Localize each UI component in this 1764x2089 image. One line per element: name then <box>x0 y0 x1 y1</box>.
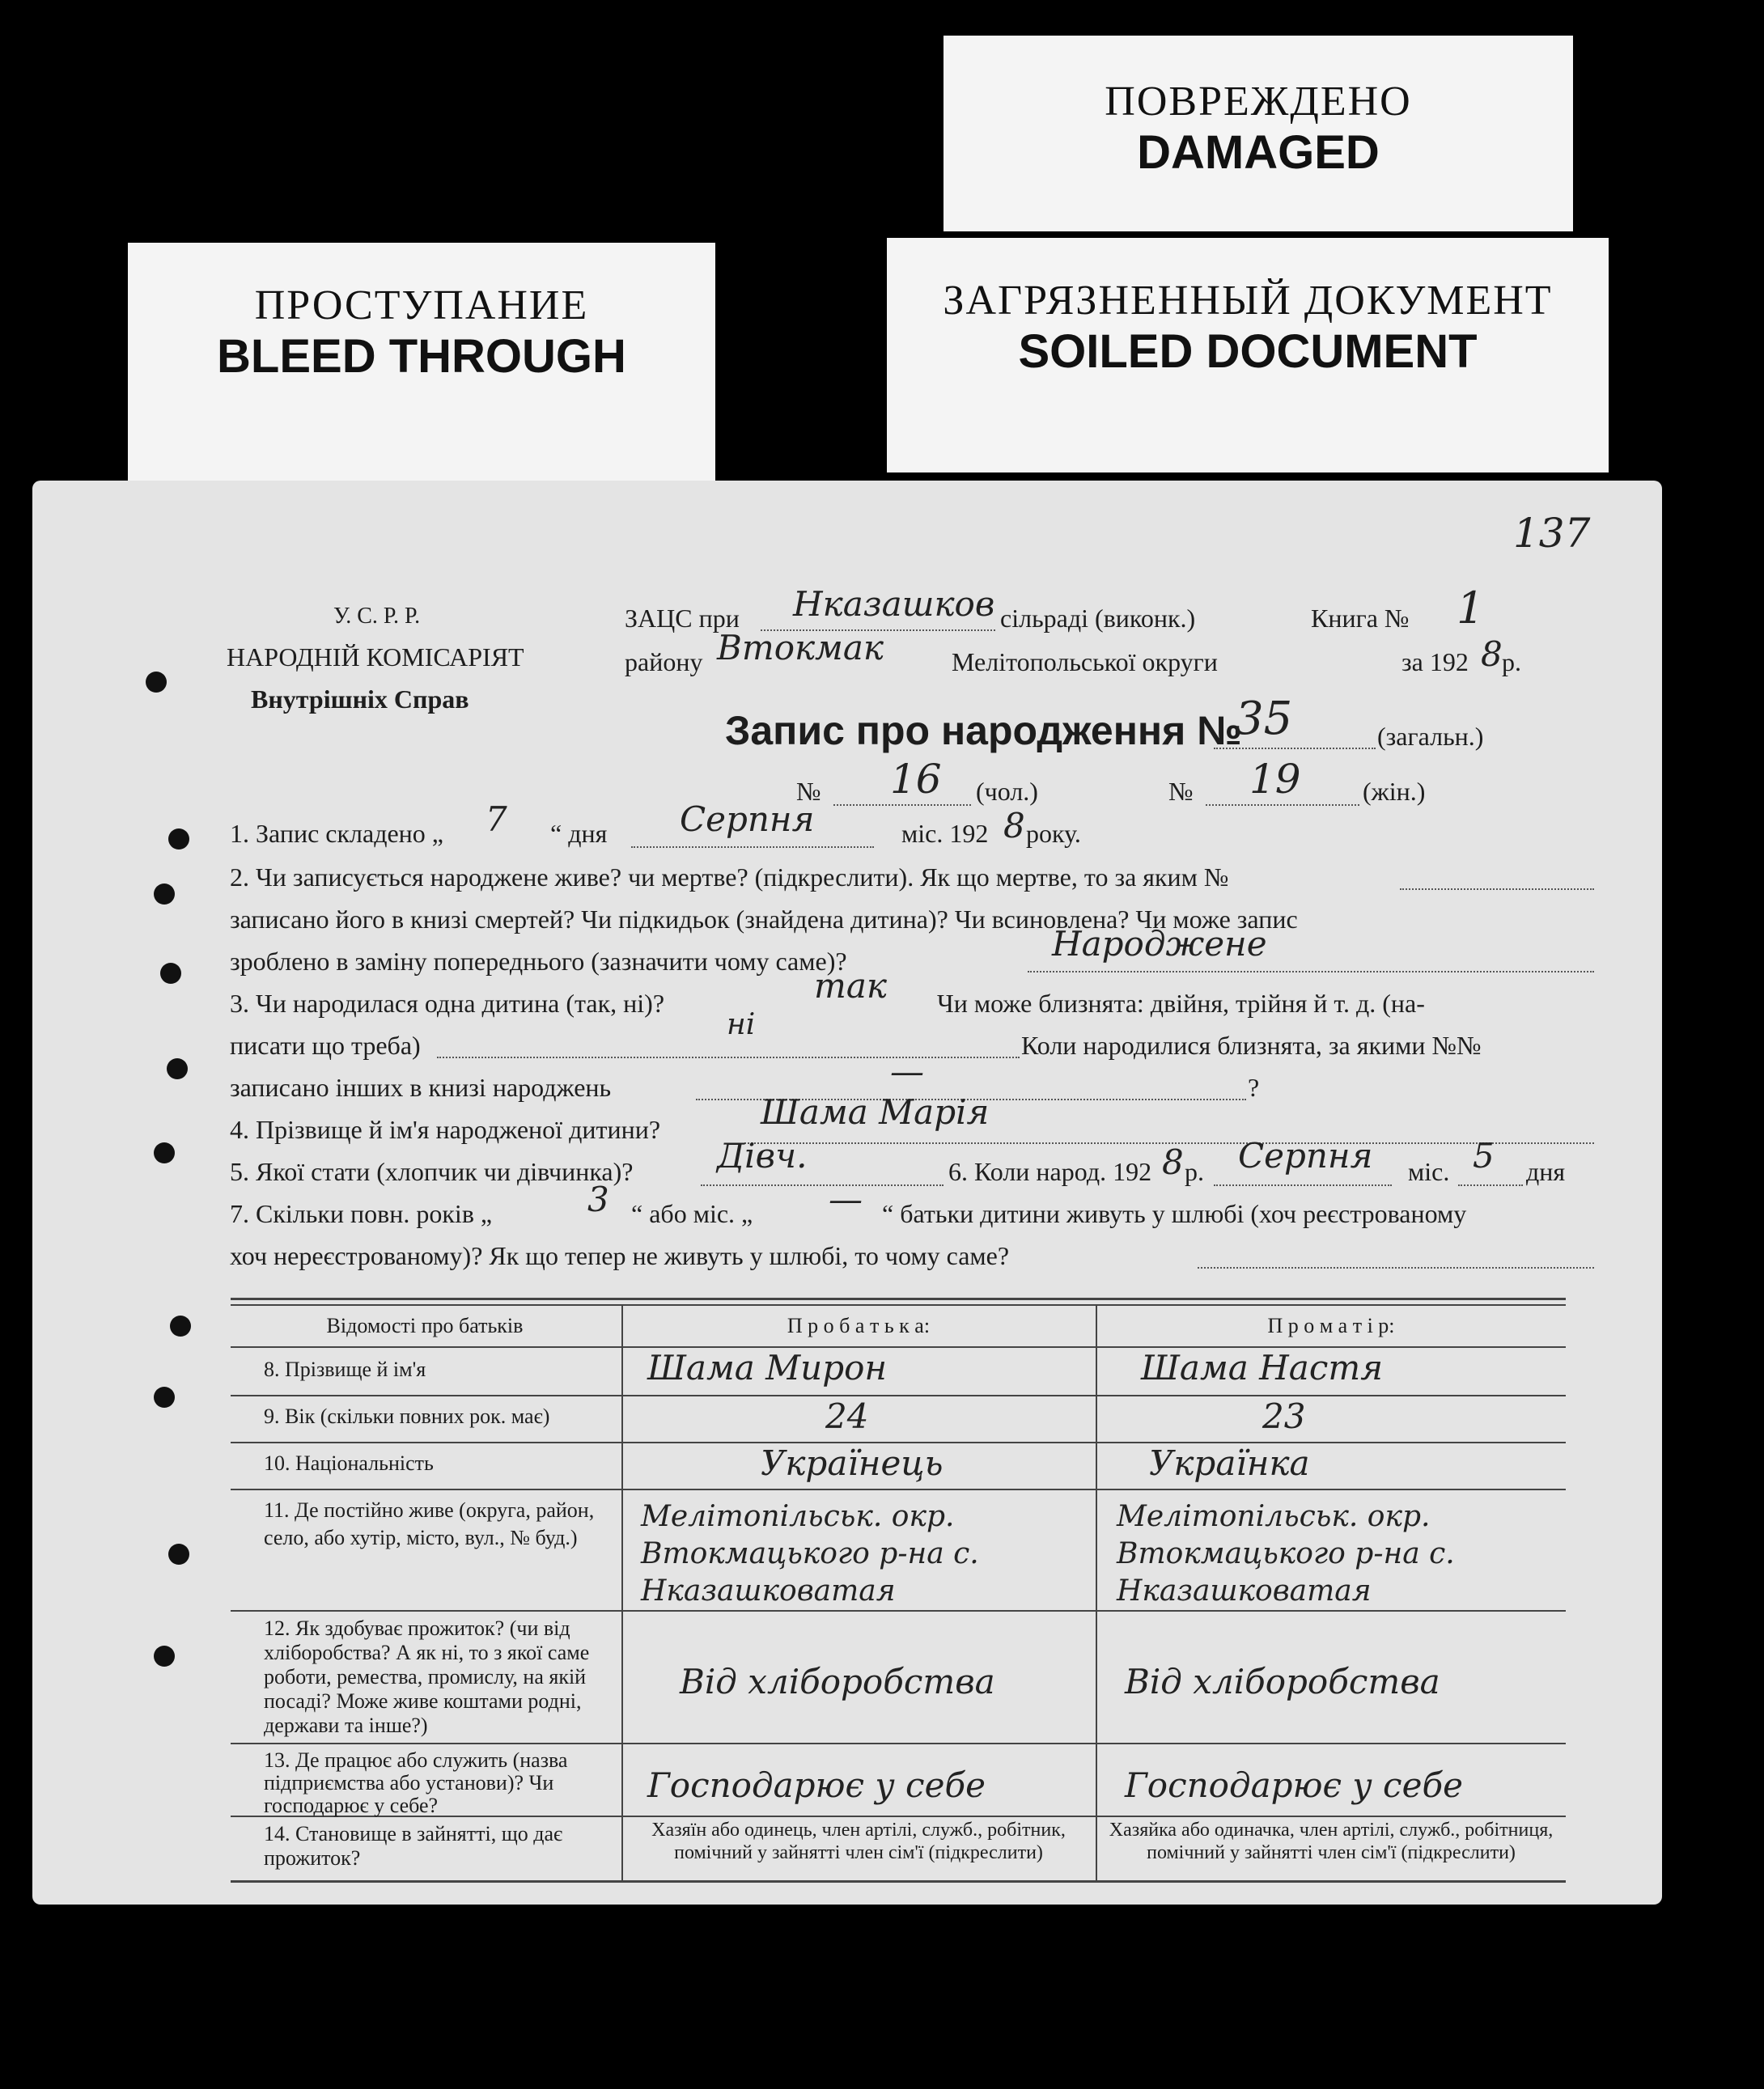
q2-line1: 2. Чи записується народжене живе? чи мертве? (підкреслити). Як що мертве, то за яким № <box>230 862 1229 892</box>
row-12-father: Від хліборобства <box>680 1662 995 1701</box>
q3-line3: записано інших в книзі народжень <box>230 1073 612 1102</box>
underline <box>1198 1267 1594 1269</box>
row-10-label: 10. Національність <box>264 1451 434 1475</box>
table-rule <box>231 1743 1566 1744</box>
q6-year: 8 <box>1162 1142 1184 1182</box>
q7-a: 7. Скільки повн. років „ <box>230 1199 493 1228</box>
table-rule <box>231 1304 1566 1306</box>
punch-hole <box>154 1387 175 1408</box>
table-head-parents: Відомості про батьків <box>326 1314 524 1337</box>
underline <box>1028 971 1594 972</box>
underline <box>1458 1184 1523 1186</box>
bleed-label-en: BLEED THROUGH <box>217 330 626 383</box>
q3-answer2: ні <box>727 1008 756 1041</box>
underline <box>1206 804 1359 806</box>
row-11-father: Мелітопільськ. окр. Втокмацького р-на с. Нказашковатая <box>641 1500 979 1608</box>
row-11-mother: Мелітопільськ. окр. Втокмацького р-на с. Нказашковатая <box>1117 1500 1455 1608</box>
underline <box>701 1184 943 1186</box>
q6-month: Серпня <box>1238 1136 1373 1176</box>
underline <box>1214 748 1376 749</box>
row-8-mother: Шама Настя <box>1141 1348 1384 1388</box>
total-label: (загальн.) <box>1377 722 1484 751</box>
q1-day: 7 <box>486 799 507 839</box>
q3-line2a: писати що треба) <box>230 1031 421 1060</box>
q2-line3: зроблено в заміну попереднього (зазначити чому саме)? <box>230 947 847 976</box>
male-no-prefix: № <box>796 777 821 806</box>
underline <box>1400 888 1594 890</box>
table-rule <box>231 1298 1566 1300</box>
punch-hole <box>168 828 189 850</box>
q3-answer1: так <box>814 966 887 1006</box>
female-label: (жін.) <box>1363 777 1426 806</box>
q2-answer: Народжене <box>1052 924 1267 964</box>
q2-line2: записано його в книзі смертей? Чи підкидьок (знайдена дитина)? Чи всиновлена? Чи може запис <box>230 905 1298 934</box>
row-13-mother: Господарює у себе <box>1125 1765 1463 1805</box>
q5-text: 5. Якої стати (хлопчик чи дівчинка)? <box>230 1157 634 1186</box>
village-council-name: Нказашков <box>793 584 995 624</box>
row-13-father: Господарює у себе <box>647 1765 986 1805</box>
zags-prefix: ЗАЦС при <box>625 604 740 633</box>
q5-answer: Дівч. <box>717 1136 808 1176</box>
punch-hole <box>146 672 167 693</box>
q3-line1a: 3. Чи народилася одна дитина (так, ні)? <box>230 989 665 1018</box>
punch-hole <box>154 1646 175 1667</box>
q6-a: 6. Коли народ. 192 <box>948 1157 1152 1186</box>
commissariat-heading: НАРОДНІЙ КОМІСАРІЯТ <box>227 642 524 672</box>
page-number: 137 <box>1513 510 1591 557</box>
damaged-label-en: DAMAGED <box>1137 126 1380 179</box>
damaged-label <box>943 36 1573 231</box>
q1-b: “ дня <box>550 819 608 848</box>
punch-hole <box>167 1058 188 1079</box>
bleed-label-ru: ПРОСТУПАНИЕ <box>254 282 589 328</box>
total-number: 35 <box>1235 693 1293 745</box>
q1-year: 8 <box>1003 806 1025 845</box>
underline <box>1214 1184 1392 1186</box>
q4-text: 4. Прізвище й ім'я народженої дитини? <box>230 1115 661 1144</box>
punch-hole <box>170 1316 191 1337</box>
ussr-heading: У. С. Р. Р. <box>333 604 421 629</box>
row-8-father: Шама Мирон <box>647 1348 888 1388</box>
table-col-rule <box>1096 1304 1097 1880</box>
row-14-mother: Хазяйка або одиначка, член артілі, служб., робітниця, помічний у зайнятті член сім'ї (підкреслити) <box>1109 1820 1554 1863</box>
underline <box>833 804 971 806</box>
table-rule <box>231 1395 1566 1396</box>
row-8-label: 8. Прізвище й ім'я <box>264 1358 426 1381</box>
female-no-prefix: № <box>1168 777 1194 806</box>
soiled-document-label <box>887 238 1609 472</box>
punch-hole <box>154 883 175 905</box>
row-11-label: 11. Де постійно живе (округа, район, село, або хутір, місто, вул., № буд.) <box>264 1498 595 1549</box>
female-number: 19 <box>1249 756 1301 803</box>
birth-record-sheet <box>32 481 1662 1905</box>
book-label: Книга № <box>1311 604 1410 633</box>
district-prefix: району <box>625 647 703 676</box>
table-head-mother: П р о м а т і р: <box>1267 1314 1395 1337</box>
okrug-name: Мелітопольської округи <box>952 647 1218 676</box>
q6-d: дня <box>1526 1157 1566 1186</box>
q3-end: ? <box>1248 1073 1260 1102</box>
row-14-label: 14. Становище в зайнятті, що дає прожиток? <box>264 1822 563 1870</box>
district-name: Втокмак <box>717 628 884 667</box>
punch-hole <box>154 1142 175 1163</box>
table-col-rule <box>621 1304 623 1880</box>
table-rule <box>231 1880 1566 1883</box>
row-10-mother: Українка <box>1149 1443 1310 1483</box>
q3-answer3: — <box>890 1052 924 1091</box>
row-12-mother: Від хліборобства <box>1125 1662 1440 1701</box>
village-council-suffix: сільраді (виконк.) <box>1000 604 1196 633</box>
male-number: 16 <box>890 756 942 803</box>
row-9-mother: 23 <box>1262 1396 1306 1436</box>
table-rule <box>231 1489 1566 1490</box>
bleed-through-label <box>128 243 715 485</box>
table-head-father: П р о б а т ь к а: <box>787 1314 931 1337</box>
row-14-father: Хазяїн або одинець, член артілі, служб., робітник, помічний у зайнятті член сім'ї (підкреслити) <box>651 1820 1066 1863</box>
table-rule <box>231 1610 1566 1612</box>
q7-c: “ батьки дитини живуть у шлюбі (хоч реєстрованому <box>882 1199 1467 1228</box>
soiled-label-ru: ЗАГРЯЗНЕННЫЙ ДОКУМЕНТ <box>943 278 1553 324</box>
book-number: 1 <box>1457 583 1485 633</box>
q3-line2b: Коли народилися близнята, за якими №№ <box>1021 1031 1482 1060</box>
department-heading: Внутрішніх Справ <box>251 684 469 714</box>
q6-c: міс. <box>1408 1157 1450 1186</box>
q7-years: 3 <box>587 1180 609 1219</box>
year-digit: 8 <box>1481 634 1503 674</box>
row-9-label: 9. Вік (скільки повних рок. має) <box>264 1405 550 1428</box>
q6-b: р. <box>1185 1157 1204 1186</box>
q6-day: 5 <box>1473 1136 1495 1176</box>
year-prefix: за 192 <box>1401 647 1469 676</box>
q1-c: міс. 192 <box>901 819 989 848</box>
q1-d: року. <box>1026 819 1081 848</box>
row-12-label: 12. Як здобуває прожиток? (чи від хліборобства? А як ні, то з якої саме роботи, ремества, промислу, на якій посаді? Може живе коштами родні, держави та інше?) <box>264 1617 590 1737</box>
underline <box>631 846 874 848</box>
row-13-label: 13. Де працює або служить (назва підприємства або установи)? Чи господарює у себе? <box>264 1748 568 1817</box>
q1-month: Серпня <box>680 799 815 839</box>
q4-answer: Шама Марія <box>761 1092 990 1132</box>
year-suffix: р. <box>1502 647 1521 676</box>
q1-a: 1. Запис складено „ <box>230 819 443 848</box>
underline <box>437 1057 1020 1058</box>
q7-months: — <box>829 1180 863 1219</box>
q7-b: “ або міс. „ <box>631 1199 753 1228</box>
q7-line2: хоч нереєстрованому)? Як що тепер не живуть у шлюбі, то чому саме? <box>230 1241 1010 1270</box>
punch-hole <box>160 963 181 984</box>
damaged-label-ru: ПОВРЕЖДЕНО <box>1105 78 1412 125</box>
row-9-father: 24 <box>825 1396 869 1436</box>
record-title: Запис про народження № <box>725 708 1242 753</box>
soiled-label-en: SOILED DOCUMENT <box>1018 325 1478 378</box>
punch-hole <box>168 1544 189 1565</box>
q3-line1b: Чи може близнята: двійня, трійня й т. д. (на- <box>937 989 1425 1018</box>
row-10-father: Українець <box>761 1443 943 1483</box>
male-label: (чол.) <box>976 777 1038 806</box>
